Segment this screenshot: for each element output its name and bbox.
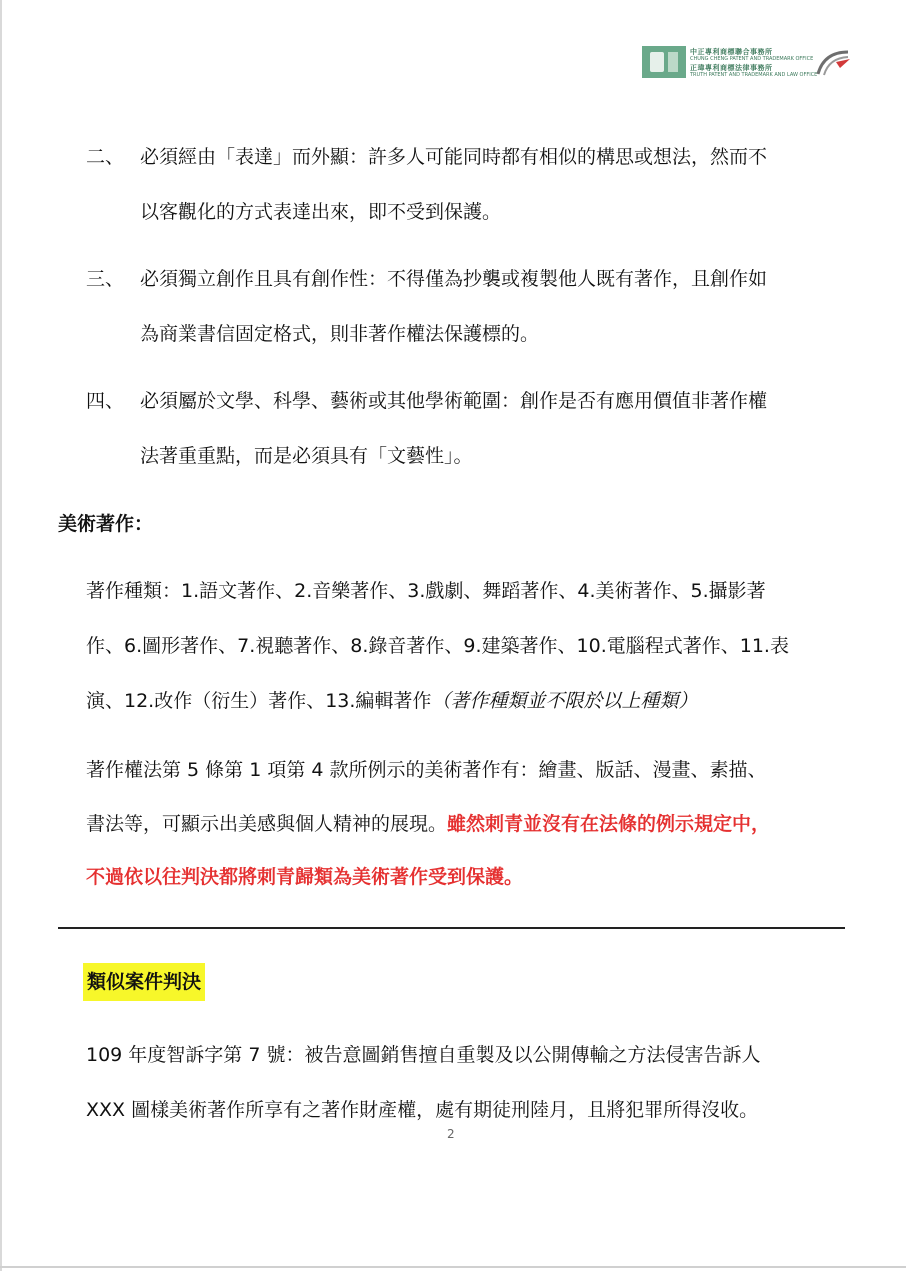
logo-emblem <box>642 46 686 78</box>
art-text-line <box>86 809 770 836</box>
types-note: （著作種類並不限於以上種類） <box>431 690 698 712</box>
list-item-text: 以客觀化的方式表達出來，即不受到保護。 <box>140 201 502 223</box>
section-heading: 美術著作： <box>58 513 154 535</box>
case-section-title: 類似案件判決 <box>83 963 205 1001</box>
types-text-line <box>86 686 697 713</box>
logo-firm-name-2-en: TRUTH PATENT AND TRADEMARK AND LAW OFFICE <box>690 72 818 78</box>
art-text: 書法等，可顯示出美感與個人精神的展現。 <box>86 813 448 835</box>
logo-firm-name-2: 正瑋專利商標法律事務所 <box>690 64 773 72</box>
case-text: XXX 圖樣美術著作所享有之著作財產權，處有期徒刑陸月，且將犯罪所得沒收。 <box>86 1099 759 1121</box>
tattoo-emphasis: 雖然刺青並沒有在法條的例示規定中， <box>447 813 771 835</box>
list-number: 二、 <box>86 146 125 168</box>
list-item-text: 必須經由「表達」而外顯：許多人可能同時都有相似的構思或想法，然而不 <box>140 146 768 168</box>
case-text: 109 年度智訴字第 7 號：被告意圖銷售擅自重製及以公開傳輸之方法侵害告訴人 <box>86 1044 761 1066</box>
types-text: 作、6.圖形著作、7.視聽著作、8.錄音著作、9.建築著作、10.電腦程式著作、11.表 <box>86 635 789 657</box>
list-number: 四、 <box>86 390 125 412</box>
divider <box>58 927 845 929</box>
tattoo-emphasis: 不過依以往判決都將刺青歸類為美術著作受到保護。 <box>86 866 524 888</box>
logo-swoosh-icon <box>814 48 852 78</box>
page-number: 2 <box>447 1127 455 1141</box>
logo-firm-name-1-en: CHUNG CHENG PATENT AND TRADEMARK OFFICE <box>690 56 814 62</box>
types-text: 演、12.改作（衍生）著作、13.編輯著作 <box>86 690 432 712</box>
list-item-text: 必須屬於文學、科學、藝術或其他學術範圍：創作是否有應用價值非著作權 <box>140 390 768 412</box>
list-item-text: 為商業書信固定格式，則非著作權法保護標的。 <box>140 323 540 345</box>
list-item-text: 必須獨立創作且具有創作性：不得僅為抄襲或複製他人既有著作，且創作如 <box>140 268 768 290</box>
types-text: 著作種類：1.語文著作、2.音樂著作、3.戲劇、舞蹈著作、4.美術著作、5.攝影著 <box>86 580 766 602</box>
page-edge <box>0 0 2 1271</box>
list-item-text: 法著重重點，而是必須具有「文藝性」。 <box>140 445 473 467</box>
logo-firm-name-1: 中正專利商標聯合事務所 <box>690 48 773 56</box>
list-number: 三、 <box>86 268 125 290</box>
page-edge <box>0 1266 906 1268</box>
firm-logo <box>642 46 852 80</box>
art-text: 著作權法第 5 條第 1 項第 4 款所例示的美術著作有：繪畫、版話、漫畫、素描、 <box>86 759 767 781</box>
